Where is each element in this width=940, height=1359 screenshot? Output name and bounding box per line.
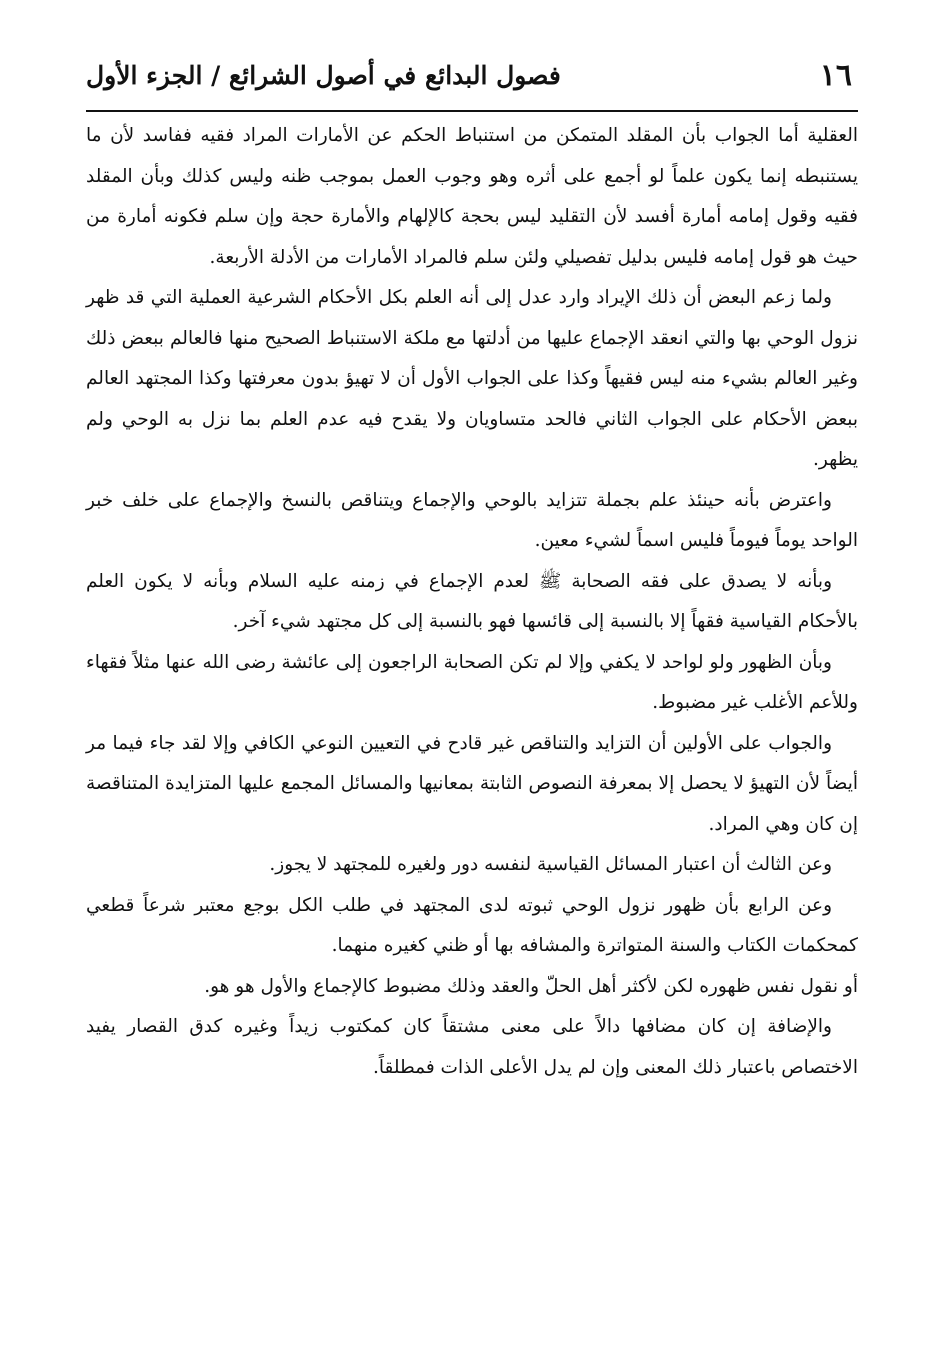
paragraph-5: وبأن الظهور ولو لواحد لا يكفي وإلا لم تكن الصحابة الراجعون إلى عائشة رضى الله عنها مثلاً فقهاء وللأعم الأغلب غير مضبوط.	[86, 651, 858, 713]
paragraph-7: وعن الثالث أن اعتبار المسائل القياسية لنفسه دور ولغيره للمجتهد لا يجوز.	[269, 854, 832, 875]
paragraph-6: والجواب على الأولين أن التزايد والتناقص غير قادح في التعيين النوعي الكافي وإلا لقد جاء فيما مر أيضاً لأن التهيؤ لا يحصل إلا بمعرفة النصوص الثابتة بمعانيها والمسائل المجمع عليها المتزايدة المتناقصة إن كان وهي المراد.	[86, 732, 858, 835]
paragraph-4: وبأنه لا يصدق على فقه الصحابة ﷺ لعدم الإجماع في زمنه عليه السلام وبأنه لا يكون العلم بالأحكام القياسية فقهاً إلا بالنسبة إلى قائسها فهو بالنسبة إلى كل مجتهد شيء آخر.	[86, 570, 858, 632]
page-header	[86, 50, 858, 110]
body-text	[86, 116, 858, 1088]
paragraph-10: والإضافة إن كان مضافها دالاً على معنى مشتقاً كان كمكتوب زيداً وغيره كدق القصار يفيد الاختصاص باعتبار ذلك المعنى وإن لم يدل الأعلى الذات فمطلقاً.	[86, 1016, 858, 1078]
paragraph-8: وعن الرابع بأن ظهور نزول الوحي ثبوته لدى المجتهد في طلب الكل بوجع معتبر شرعاً قطعي كمحكمات الكتاب والسنة المتواترة والمشافه بها أو ظني كغيره منهما.	[86, 894, 858, 956]
running-title: فصول البدائع في أصول الشرائع / الجزء الأول	[86, 61, 561, 90]
paragraph-9: أو نقول نفس ظهوره لكن لأكثر أهل الحلّ والعقد وذلك مضبوط كالإجماع والأول هو هو.	[204, 975, 858, 997]
paragraph-1: العقلية أما الجواب بأن المقلد المتمكن من استنباط الحكم عن الأمارات المراد فقيه ففاسد لأن ما يستنبطه إنما يكون علماً لو أجمع على أثره وهو وجوب العمل بموجب ظنه وليس كذلك وبأن المقلد فقيه وقول إمامه أمارة أفسد لأن التقليد ليس بحجة كالإلهام والأمارة حجة وإن سلم فكونه أمارة من حيث هو قول إمامه فليس بدليل تفصيلي ولئن سلم فالمراد الأمارات من الأدلة الأربعة.	[86, 125, 858, 268]
paragraph-2: ولما زعم البعض أن ذلك الإيراد وارد عدل إلى أنه العلم بكل الأحكام الشرعية العملية التي قد ظهر نزول الوحي بها والتي انعقد الإجماع عليها من أدلتها مع ملكة الاستنباط الصحيح منها فالعالم ببعض ذلك وغير العالم بشيء منه ليس فقيهاً وكذا على الجواب الأول أن لا تهيؤ بدون معرفتها وكذا المجتهد العالم ببعض الأحكام على الجواب الثاني فالحد متساويان ولا يقدح فيه عدم العلم بما نزل به الوحي ولم يظهر.	[86, 287, 858, 470]
page-number: ١٦	[819, 58, 852, 93]
header-divider	[86, 110, 858, 112]
paragraph-3: واعترض بأنه حينئذ علم بجملة تتزايد بالوحي والإجماع ويتناقص بالنسخ والإجماع على خلف خبر الواحد يوماً فيوماً فليس اسماً لشيء معين.	[86, 489, 858, 551]
